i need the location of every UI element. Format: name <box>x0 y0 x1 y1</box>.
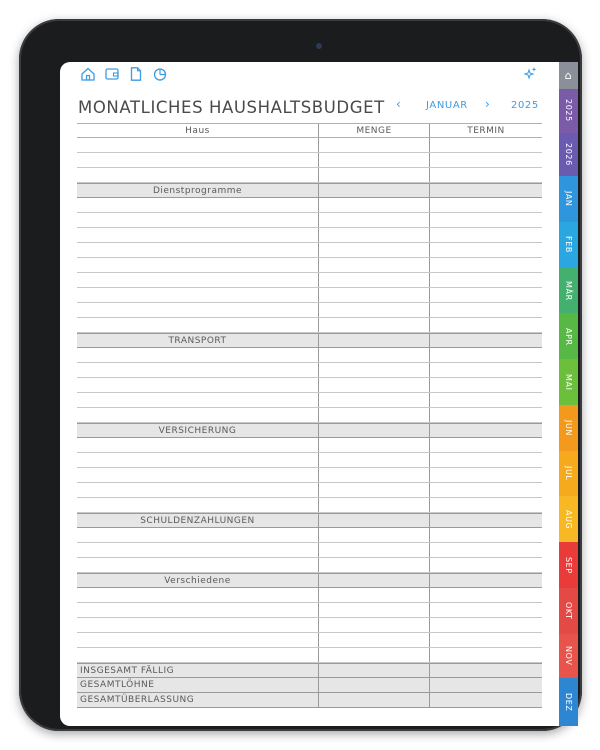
section-label: Dienstprogramme <box>77 184 319 197</box>
table-row[interactable] <box>77 138 542 153</box>
tab-feb[interactable] <box>559 222 578 268</box>
next-month-button[interactable]: › <box>485 97 491 111</box>
tab-dez[interactable] <box>559 678 578 726</box>
toolbar <box>80 66 168 84</box>
tab-label: APR <box>564 327 573 346</box>
month-label[interactable]: JANUAR <box>426 100 468 111</box>
tab-aug[interactable] <box>559 496 578 542</box>
section-row-dienstprogramme <box>77 183 542 198</box>
table-row[interactable] <box>77 618 542 633</box>
prev-month-button[interactable]: ‹ <box>396 97 402 111</box>
tab-mai[interactable] <box>559 359 578 405</box>
tab-label: 2026 <box>564 143 573 166</box>
table-row[interactable] <box>77 528 542 543</box>
tab-okt[interactable] <box>559 588 578 634</box>
table-row[interactable] <box>77 213 542 228</box>
home-tab-icon: ⌂ <box>564 68 573 82</box>
total-label: INSGESAMT FÄLLIG <box>77 664 319 677</box>
total-row-surplus[interactable] <box>77 693 542 708</box>
month-tabs <box>559 62 578 726</box>
section-label: TRANSPORT <box>77 334 319 347</box>
total-label: GESAMTÜBERLASSUNG <box>77 693 319 707</box>
table-row[interactable] <box>77 318 542 333</box>
table-row[interactable] <box>77 588 542 603</box>
table-row[interactable] <box>77 393 542 408</box>
tab-label: FEB <box>564 236 573 254</box>
table-row[interactable] <box>77 348 542 363</box>
tablet-frame <box>19 19 582 731</box>
section-row-schuldenzahlungen <box>77 513 542 528</box>
column-header-haus: Haus <box>77 124 319 137</box>
wallet-icon[interactable] <box>104 66 120 82</box>
table-row[interactable] <box>77 468 542 483</box>
total-row-wages[interactable] <box>77 678 542 693</box>
budget-table <box>77 123 542 708</box>
table-row[interactable] <box>77 498 542 513</box>
document-icon[interactable] <box>128 66 144 82</box>
table-row[interactable] <box>77 483 542 498</box>
tab-maer[interactable] <box>559 268 578 314</box>
tab-label: 2025 <box>564 99 573 123</box>
home-icon[interactable] <box>80 66 96 82</box>
tab-2025[interactable] <box>559 89 578 133</box>
tab-apr[interactable] <box>559 313 578 359</box>
tab-jul[interactable] <box>559 451 578 497</box>
section-label: SCHULDENZAHLUNGEN <box>77 514 319 527</box>
table-row[interactable] <box>77 363 542 378</box>
tab-nov[interactable] <box>559 634 578 679</box>
table-row[interactable] <box>77 243 542 258</box>
tab-label: JUL <box>564 466 573 481</box>
total-label: GESAMTLÖHNE <box>77 678 319 692</box>
table-row[interactable] <box>77 558 542 573</box>
table-row[interactable] <box>77 258 542 273</box>
tab-label: AUG <box>564 509 573 529</box>
sparkle-icon[interactable] <box>523 65 539 81</box>
tab-label: MÄR <box>564 280 573 301</box>
tab-label: JUN <box>564 419 573 436</box>
tab-label: DEZ <box>564 692 573 712</box>
tab-label: MAI <box>564 373 573 391</box>
tab-2026[interactable] <box>559 133 578 177</box>
section-row-verschiedene <box>77 573 542 588</box>
table-row[interactable] <box>77 228 542 243</box>
tab-jun[interactable] <box>559 405 578 451</box>
tab-jan[interactable] <box>559 176 578 222</box>
section-label: Verschiedene <box>77 574 319 587</box>
table-row[interactable] <box>77 303 542 318</box>
table-row[interactable] <box>77 153 542 168</box>
table-row[interactable] <box>77 633 542 648</box>
column-header-termin: TERMIN <box>467 125 505 136</box>
table-row[interactable] <box>77 408 542 423</box>
section-row-transport <box>77 333 542 348</box>
table-row[interactable] <box>77 198 542 213</box>
total-row-due[interactable] <box>77 663 542 678</box>
section-row-versicherung <box>77 423 542 438</box>
table-row[interactable] <box>77 168 542 183</box>
table-row[interactable] <box>77 603 542 618</box>
section-label: VERSICHERUNG <box>77 424 319 437</box>
tab-sep[interactable] <box>559 542 578 588</box>
table-row[interactable] <box>77 438 542 453</box>
year-label[interactable]: 2025 <box>511 100 539 111</box>
camera <box>316 43 322 49</box>
tab-label: SEP <box>564 556 573 574</box>
tab-home[interactable] <box>559 62 578 89</box>
table-row[interactable] <box>77 543 542 558</box>
table-row[interactable] <box>77 648 542 663</box>
table-row[interactable] <box>77 453 542 468</box>
tab-label: JAN <box>564 191 573 207</box>
tab-label: NOV <box>564 646 573 666</box>
pie-chart-icon[interactable] <box>152 66 168 82</box>
table-header <box>77 123 542 138</box>
planner-page <box>60 62 578 726</box>
table-row[interactable] <box>77 273 542 288</box>
table-row[interactable] <box>77 378 542 393</box>
column-header-menge: MENGE <box>319 124 430 137</box>
tab-label: OKT <box>564 601 573 620</box>
page-title: MONATLICHES HAUSHALTSBUDGET <box>78 98 385 117</box>
table-row[interactable] <box>77 288 542 303</box>
